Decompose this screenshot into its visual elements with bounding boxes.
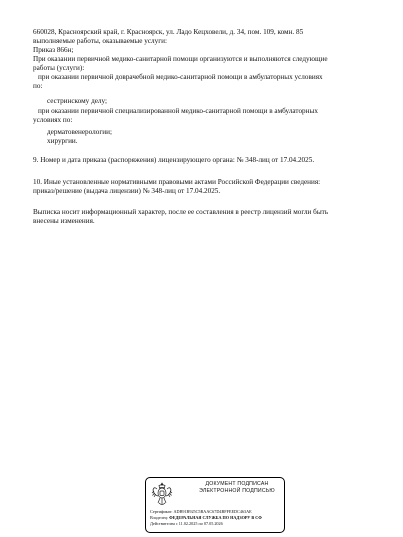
coat-of-arms-icon <box>151 481 173 507</box>
dermatology-item: дерматовенерологии; <box>47 128 112 136</box>
validity-line: Действителен с 11.02.2025 по 07.05.2026 <box>150 521 223 526</box>
owner-value: ФЕДЕРАЛЬНАЯ СЛУЖБА ПО НАДЗОРУ В СФ <box>169 515 262 520</box>
signature-title-line-1: ДОКУМЕНТ ПОДПИСАН <box>205 481 269 487</box>
works-heading: выполняемые работы, оказываемые услуги: <box>33 37 167 45</box>
disclaimer-line-2: внесены изменения. <box>33 217 95 225</box>
signature-title-line-2: ЭЛЕКТРОННОЙ ПОДПИСЬЮ <box>199 487 275 494</box>
po-line: по: <box>33 82 43 90</box>
primary-care-line: При оказании первичной медико-санитарной помощи организуются и выполняются следующие <box>33 55 328 63</box>
prehospital-care-line: при оказании первичной доврачебной медико-санитарной помощи в амбулаторных условиях <box>38 73 323 81</box>
electronic-signature-stamp <box>145 477 285 533</box>
nursing-item: сестринскому делу; <box>47 97 107 105</box>
owner-line <box>150 515 262 520</box>
conditions-line: условиях по: <box>33 116 73 124</box>
order-number-line: 9. Номер и дата приказа (распоряжения) лицензирующего органа: № 348-лиц от 17.04.2025. <box>33 156 315 164</box>
specialized-care-line: при оказании первичной специализированной медико-санитарной помощи в амбулаторных <box>38 107 318 115</box>
signature-title <box>190 481 284 494</box>
works-services-line: работы (услуги): <box>33 64 85 72</box>
owner-label: Владелец: <box>150 515 169 520</box>
order-line: Приказ 866н; <box>33 46 74 54</box>
decision-line: приказ/решение (выдача лицензии) № 348-лиц от 17.04.2025. <box>33 187 221 195</box>
disclaimer-line: Выписка носит информационный характер, после ее составления в реестр лицензий могли быть <box>33 208 329 216</box>
address-line: 660028, Красноярский край, г. Красноярск, ул. Ладо Кецховели, д. 34, пом. 109, комн. 85 <box>33 28 304 36</box>
other-info-line: 10. Иные установленные нормативными правовыми актами Российской Федерации сведения: <box>33 178 321 186</box>
certificate-line: Сертификат: АDB91B925C5BAAC67D4BFFEEDC463AE <box>150 509 252 514</box>
surgery-item: хирургии. <box>47 137 78 145</box>
